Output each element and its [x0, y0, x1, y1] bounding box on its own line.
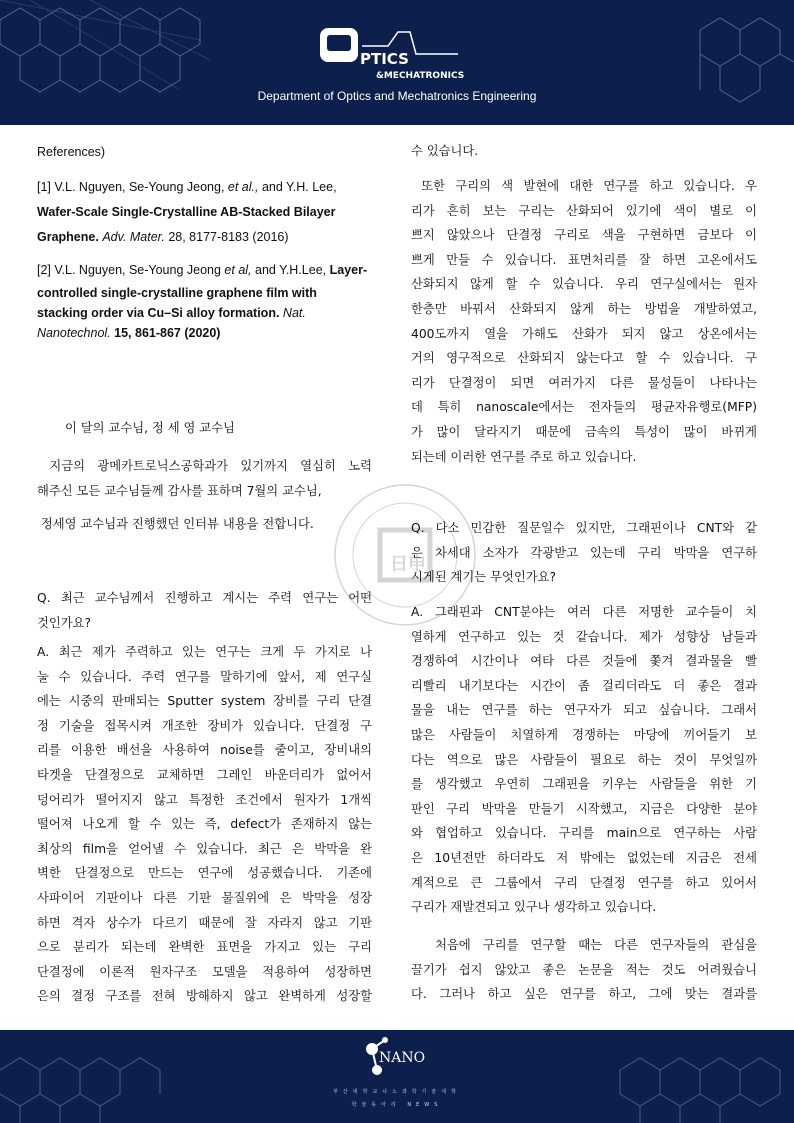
text-line: 단결정에 이론적 원자구조 모델을 적용하여 성장하면: [37, 964, 372, 979]
text-line: 많은 사람들이 치열하게 경쟁하는 마당에 끼어들기 보: [411, 727, 757, 742]
feature-intro-2: [37, 512, 372, 537]
text-line: 판인 구리 박막을 만들기 시작했고, 지금은 다양한 분야: [411, 801, 757, 816]
text-line: 다는 역으로 많은 사람들이 필요로 하는 것이 무엇일까: [411, 752, 757, 767]
text-line: 시게된 계기는 무엇인가요?: [411, 570, 557, 585]
text-line: A. 최근 제가 주력하고 있는 연구는 크게 두 가지로 나: [37, 645, 372, 659]
answer-2: [411, 600, 757, 920]
paragraph-color-research: [411, 174, 757, 469]
text-line: 하면 격자 상수가 다르기 때문에 잘 자라지 않고 기판: [37, 915, 372, 930]
text-line: 수 있습니다.: [411, 144, 479, 158]
question-2: [411, 516, 757, 590]
text-line: 리가 단결정이 되면 여러가지 다른 물성들이 나타나는: [411, 375, 757, 390]
page-header-banner: [0, 0, 794, 125]
text-line: 물을 내는 연구를 하는 연구자가 되고 싶습니다. 그래서: [411, 703, 757, 718]
reference-2-title: controlled single-crystalline graphene film with: [37, 286, 317, 300]
text-line: 처음에 구리를 연구할 때는 다른 연구자들의 관심을: [411, 938, 757, 952]
page-footer-banner: [0, 1030, 794, 1123]
text-line: 거의 영구적으로 산화되지 않는다고 할 수 있습니다. 구: [411, 351, 757, 366]
nano-logo: [363, 1036, 433, 1076]
text-line: 리빨리 내기보다는 시간이 좀 걸리더라도 더 좋은 결과: [411, 678, 757, 693]
reference-1-journal: Adv. Mater.: [102, 230, 165, 244]
text-line: 다. 그러나 하고 싶은 연구를 하고, 그에 맞는 결과를: [411, 987, 757, 1002]
footer-college-name: 부산대학교나노과학기술대학: [333, 1089, 461, 1095]
feature-title: 이 달의 교수님, 정 세 영 교수님: [65, 421, 235, 435]
text-line: 리가 흔히 보는 구리는 산화되어 있기에 색이 별로 이: [411, 203, 757, 218]
svg-text:日申: 日申: [390, 554, 426, 575]
text-line: 에는 시중의 판매되는 Sputter system 장비를 구리 단결: [37, 694, 372, 709]
text-line: 열하게 연구하고 있는 것 같습니다. 제가 성향상 남들과: [411, 629, 757, 644]
text-line: Q. 최근 교수님께서 진행하고 계시는 주력 연구는 어떤: [37, 591, 372, 605]
text-line: 은 차세대 소자가 각광받고 있는데 구리 박막을 연구하: [411, 545, 757, 560]
text-line: 정세영 교수님과 진행했던 인터뷰 내용을 전합니다.: [37, 517, 314, 531]
reference-1-authors: [1] V.L. Nguyen, Se-Young Jeong, et al., and Y.H. Lee,: [37, 180, 337, 194]
text-line: A. 그래핀과 CNT분야는 여러 다른 저명한 교수들이 치: [411, 605, 757, 619]
text-line: 타겟을 단결정으로 교체하면 그레인 바운더리가 없어서: [37, 767, 372, 782]
text-line: 지금의 광메카트로닉스공학과가 있기까지 열심히 노력: [37, 459, 372, 473]
text-line: 쁘지 않았으나 단결정 구리로 색을 구현하면 금보다 이: [411, 228, 757, 243]
text-line: 와 협업하고 있습니다. 구리를 main으로 연구하는 사람: [411, 826, 757, 841]
references-section: References) [1] V.L. Nguyen, Se-Young Jeong, et al., and Y.H. Lee, Wafer-Scale Single-Crystalline AB-Stacked Bilayer Graphene. Adv. Mater. 28, 8177-8183 (2016) [2] V.L. Nguyen, Se-Young Jeong et al, and Y.H.Lee, Layer- controlled single-crystalline graphene film with stacking order via Cu–Si alloy formation. Nat. Nanotechnol. 15, 861-867 (2020): [37, 140, 377, 343]
text-line: 떨어져 나오게 할 수 있는 즉, defect가 존재하지 않는: [37, 817, 372, 832]
reference-2-authors: [2] V.L. Nguyen, Se-Young Jeong et al, and Y.H.Lee, Layer-: [37, 263, 368, 277]
text-line: 데 특히 nanoscale에서는 전자들의 평균자유행로(MFP): [411, 400, 757, 415]
references-heading: References): [37, 145, 106, 159]
text-line: 벽한 단결정으로 만드는 연구에 성공했습니다. 기존에: [37, 866, 372, 881]
text-line: 를 생각했고 우연히 그래핀을 키우는 사람들을 위한 기: [411, 777, 757, 792]
feature-intro: [37, 454, 372, 503]
text-line: 은의 결정 구조를 전혀 방해하지 않고 완벽하게 성장할: [37, 989, 372, 1004]
reference-2-journal: Nanotechnol.: [37, 326, 111, 340]
text-line: 은 10년전만 하더라도 저 밖에는 없었는데 지금은 전세: [411, 850, 757, 865]
optics-mechatronics-logo: [318, 26, 478, 81]
text-line: 것인가요?: [37, 615, 92, 630]
text-line: 덩어리가 떨어지지 않고 특정한 조건에서 원자가 1개씩: [37, 792, 372, 807]
answer-1: [37, 640, 372, 1009]
text-line: 또한 구리의 색 발현에 대한 연구를 하고 있습니다. 우: [411, 179, 757, 193]
text-line: 정 기술을 접목시켜 개조한 장비가 있습니다. 단결정 구: [37, 718, 372, 733]
question-1: [37, 586, 372, 635]
svg-text:PTICS: PTICS: [360, 50, 409, 68]
text-line: 경쟁하여 시간이나 여타 다른 것들에 쫓겨 결과물을 빨: [411, 654, 757, 669]
text-line: Q. 다소 민감한 질문일수 있지만, 그래핀이나 CNT와 같: [411, 521, 757, 535]
text-line: 구리가 재발견되고 있구나 생각하고 있습니다.: [411, 900, 657, 915]
text-line: 리를 이용한 배선을 사용하여 noise를 줄이고, 장비내의: [37, 743, 372, 758]
footer-club-news: 학술동아리 NEWS: [351, 1102, 443, 1108]
text-line: 끌기가 쉽지 않았고 좋은 논문을 적는 것도 어려웠습니: [411, 962, 757, 977]
department-name: Department of Optics and Mechatronics Engineering: [257, 89, 537, 103]
reference-1-title: Wafer-Scale Single-Crystalline AB-Stacked Bilayer: [37, 205, 336, 219]
text-line: 사파이어 기판이나 다른 기판 물질위에 은 박막을 성장: [37, 890, 372, 905]
text-line: 되는데 이러한 연구를 주로 하고 있습니다.: [411, 449, 637, 464]
answer-1-continued: [411, 139, 757, 164]
svg-text:NANO: NANO: [379, 1050, 426, 1066]
text-line: 눌 수 있습니다. 주력 연구를 말하기에 앞서, 제 연구실: [37, 669, 372, 684]
text-line: 쁘게 만들 수 있습니다. 표면처리를 잘 하면 고온에서도: [411, 252, 757, 267]
text-line: 한층만 바꿔서 산화되지 않게 하는 방법을 개발하였고,: [411, 301, 757, 316]
text-line: 산화되지 않게 할 수 있습니다. 우리 연구실에서는 원자: [411, 277, 757, 292]
text-line: 가 많이 달라지기 때문에 금속의 특성이 많이 바뀌게: [411, 424, 757, 439]
paragraph-early-research: [411, 933, 757, 1007]
text-line: 400도까지 열을 가해도 산화가 되지 않고 상온에서는: [411, 326, 757, 341]
text-line: 최상의 film을 얻어낼 수 있습니다. 최근 은 박막을 완: [37, 841, 372, 856]
text-line: 해주신 모든 교수님들께 감사를 표하며 7월의 교수님,: [37, 483, 322, 498]
text-line: 으로 분리가 되는데 완벽한 표면을 가지고 있는 구리: [37, 940, 372, 955]
svg-text:&MECHATRONICS: &MECHATRONICS: [376, 71, 465, 81]
text-line: 계적으로 큰 그룹에서 구리 단결정 연구를 하고 있어서: [411, 875, 757, 890]
